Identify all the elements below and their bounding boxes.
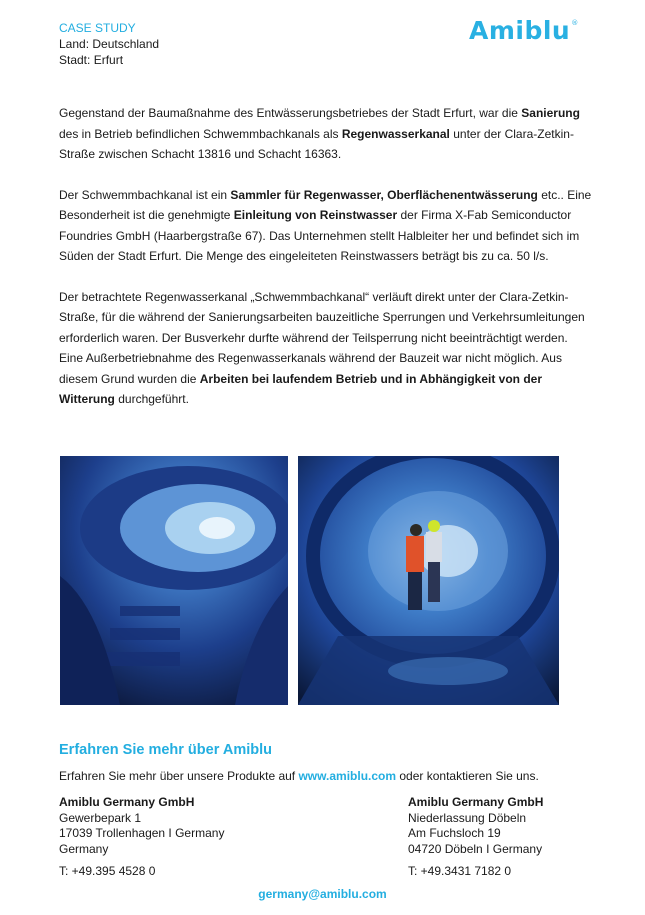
phone-number: T: +49.395 4528 0 [59, 864, 156, 878]
text-run: der Firma X-Fab Semiconductor Foundries GmbH (Haarbergstraße 67). Das Unternehmen stellt Halbleiter her und befindet sich im Süden der Stadt Erfurt. Die Menge des eingeleiteten Reinstwassers beträgt bis zu ca. 50 l/s. [59, 208, 580, 263]
address-line: 17039 Trollenhagen I Germany [59, 826, 225, 840]
case-study-header [59, 20, 159, 68]
city-line: Stadt: Erfurt [59, 53, 124, 67]
more-info-before: Erfahren Sie mehr über unsere Produkte auf [59, 769, 299, 783]
text-run: durchgeführt. [114, 392, 189, 406]
country-line: Land: Deutschland [59, 37, 160, 51]
bold-text: Sanierung [521, 106, 580, 120]
logo-text: Amiblu [469, 16, 571, 45]
address-line: Am Fuchsloch 19 [408, 826, 501, 840]
sewer-photo-manhole [60, 456, 288, 705]
address-trollenhagen [59, 795, 224, 880]
text-run: des in Betrieb befindlichen Schwemmbachkanals als [59, 126, 342, 141]
phone-number: T: +49.3431 7182 0 [408, 864, 512, 878]
paragraph-sewer [59, 185, 594, 267]
company-name: Amiblu Germany GmbH [59, 795, 195, 809]
bold-text: Regenwasserkanal [341, 126, 450, 141]
paragraph-operation [59, 287, 594, 410]
text-run: Der Schwemmbachkanal ist ein [59, 187, 231, 202]
bold-text: Sammler für Regenwasser, Oberflächenentwässerung [230, 187, 538, 202]
text-run: unter der Clara-Zetkin-Straße zwischen Schacht 13816 und Schacht 16363. [59, 126, 574, 161]
email-link[interactable]: germany@amiblu.com [258, 887, 387, 901]
more-info-heading: Erfahren Sie mehr über Amiblu [59, 742, 272, 758]
address-doebeln [408, 795, 543, 880]
text-run: etc.. Eine Besonderheit ist die genehmigte [59, 187, 592, 222]
website-link[interactable]: www.amiblu.com [298, 769, 397, 783]
registered-mark: ® [571, 19, 579, 27]
paragraph-project [59, 103, 594, 165]
more-info-after: oder kontaktieren Sie uns. [396, 769, 539, 783]
company-name: Amiblu Germany GmbH [408, 795, 544, 809]
address-line: 04720 Döbeln I Germany [408, 841, 543, 856]
address-line: Gewerbepark 1 [59, 810, 142, 825]
bold-text: Einleitung von Reinstwasser [233, 208, 398, 222]
more-info-text [59, 769, 539, 783]
address-line: Germany [59, 841, 109, 856]
text-run: Der betrachtete Regenwasserkanal „Schwemmbachkanal“ verläuft direkt unter der Clara-Zetkin-Straße, für die während der Sanierungsarbeiten bauzeitliche Sperrungen und Verkehrsumleitungen erforderlich waren. Der Busverkehr durfte während der Teilsperrung nicht beeinträchtigt werden. Eine Außerbetriebnahme des Regenwasserkanals während der Bauzeit war nicht möglich. Aus diesem Grund wurden die [59, 289, 585, 386]
bold-text: Arbeiten bei laufendem Betrieb und in Abhängigkeit von der Witterung [59, 371, 543, 406]
case-study-label: CASE STUDY [59, 21, 136, 35]
amiblu-logo [469, 16, 579, 45]
sewer-photo-workers [298, 456, 559, 705]
text-run: Gegenstand der Baumaßnahme des Entwässerungsbetriebes der Stadt Erfurt, war die [59, 106, 522, 120]
address-line: Niederlassung Döbeln [408, 810, 527, 825]
case-description [59, 103, 594, 430]
